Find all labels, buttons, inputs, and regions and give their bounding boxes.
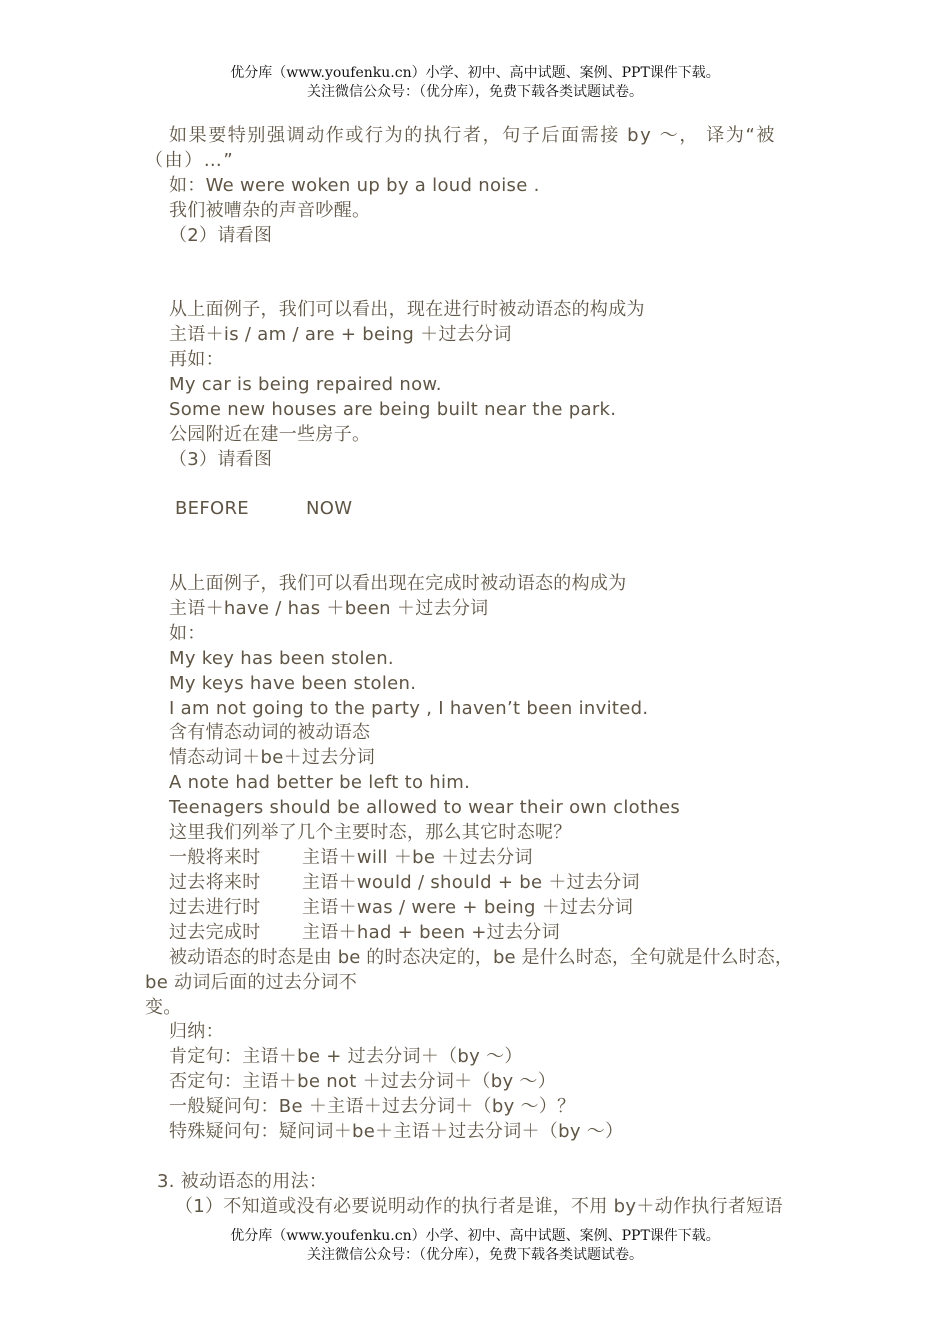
- summary-special-question: 特殊疑问句：疑问词＋be＋主语＋过去分词＋（by ～）: [169, 1121, 624, 1142]
- footer-line-2: 关注微信公众号：（优分库），免费下载各类试题试卷。: [307, 1247, 643, 1263]
- progressive-formula: 主语＋is / am / are + being ＋过去分词: [169, 324, 512, 345]
- summary-general-question: 一般疑问句：Be ＋主语＋过去分词＋（by ～）？: [169, 1096, 576, 1117]
- header-line-1: 优分库（www.youfenku.cn）小学、初中、高中试题、案例、PPT课件下载。: [230, 65, 720, 81]
- summary-negative: 否定句：主语＋be not ＋过去分词＋（by ～）: [169, 1071, 557, 1092]
- progressive-example-2: Some new houses are being built near the park.: [169, 399, 617, 420]
- perfect-such-as: 如：: [169, 623, 206, 644]
- tense-note-line-3: 变。: [145, 997, 182, 1018]
- tense-row: [169, 872, 640, 894]
- tense-formula: 主语＋was / were + being ＋过去分词: [302, 897, 634, 918]
- see-figure-2: （2）请看图: [169, 225, 273, 246]
- see-figure-3: （3）请看图: [169, 449, 273, 470]
- by-agent-line-2: （由）…”: [145, 150, 235, 171]
- tense-note-line-2: be 动词后面的过去分词不: [145, 972, 358, 993]
- perfect-intro: 从上面例子，我们可以看出现在完成时被动语态的构成为: [169, 573, 627, 594]
- header-line-2: 关注微信公众号：（优分库），免费下载各类试题试卷。: [307, 84, 643, 100]
- usage-item-1: （1）不知道或没有必要说明动作的执行者是谁，不用 by＋动作执行者短语: [175, 1196, 783, 1217]
- tense-note-line-1: 被动语态的时态是由 be 的时态决定的，be 是什么时态，全句就是什么时态，: [169, 947, 793, 968]
- figure-label-now: NOW: [306, 498, 353, 519]
- figure-label-before: BEFORE: [175, 498, 249, 519]
- tense-name: 一般将来时: [169, 847, 261, 868]
- tense-row: [169, 847, 533, 869]
- perfect-formula: 主语＋have / has ＋been ＋过去分词: [169, 598, 489, 619]
- modal-example-2: Teenagers should be allowed to wear their own clothes: [169, 797, 681, 818]
- page-header: [0, 64, 950, 102]
- summary-affirmative: 肯定句：主语＋be + 过去分词＋（by ～）: [169, 1046, 523, 1067]
- perfect-example-3: I am not going to the party , I haven’t been invited.: [169, 698, 649, 719]
- summary-title: 归纳：: [169, 1021, 224, 1042]
- modal-title: 含有情态动词的被动语态: [169, 722, 371, 743]
- tense-row: [169, 897, 634, 919]
- tense-name: 过去完成时: [169, 922, 261, 943]
- perfect-example-2: My keys have been stolen.: [169, 673, 417, 694]
- tense-row: [169, 922, 560, 944]
- by-example-chinese: 我们被嘈杂的声音吵醒。: [169, 200, 371, 221]
- usage-title: 3. 被动语态的用法：: [157, 1171, 328, 1192]
- tense-formula: 主语＋would / should + be ＋过去分词: [302, 872, 640, 893]
- progressive-intro: 从上面例子，我们可以看出，现在进行时被动语态的构成为: [169, 299, 645, 320]
- by-agent-line-1: 如果要特别强调动作或行为的执行者，句子后面需接 by ～， 译为“被: [169, 125, 776, 146]
- footer-line-1: 优分库（www.youfenku.cn）小学、初中、高中试题、案例、PPT课件下载。: [230, 1228, 720, 1244]
- tense-name: 过去将来时: [169, 872, 261, 893]
- tense-name: 过去进行时: [169, 897, 261, 918]
- tense-formula: 主语＋had + been +过去分词: [302, 922, 560, 943]
- modal-example-1: A note had better be left to him.: [169, 772, 471, 793]
- progressive-example-2-chinese: 公园附近在建一些房子。: [169, 424, 371, 445]
- progressive-example-1: My car is being repaired now.: [169, 374, 442, 395]
- other-tenses-question: 这里我们列举了几个主要时态，那么其它时态呢？: [169, 822, 572, 843]
- tense-formula: 主语＋will ＋be ＋过去分词: [302, 847, 533, 868]
- by-example-english: 如：We were woken up by a loud noise .: [169, 175, 540, 196]
- perfect-example-1: My key has been stolen.: [169, 648, 394, 669]
- page-footer: [0, 1227, 950, 1265]
- modal-formula: 情态动词＋be＋过去分词: [169, 747, 376, 768]
- progressive-again: 再如：: [169, 349, 224, 370]
